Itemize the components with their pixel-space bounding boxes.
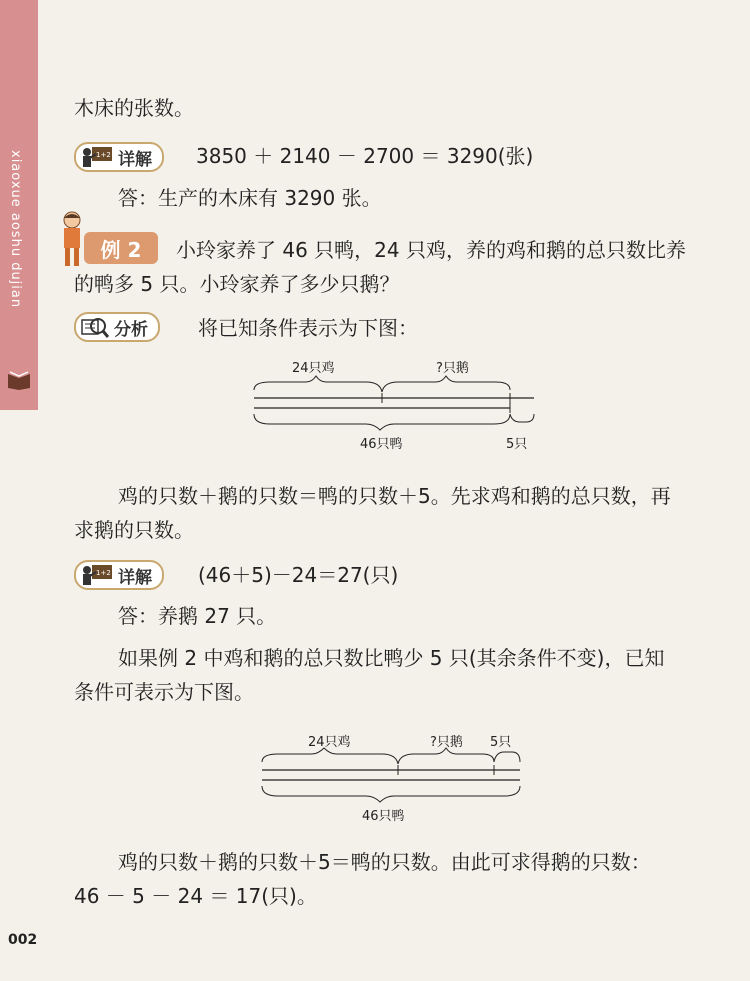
- svg-text:1+2: 1+2: [96, 569, 111, 577]
- brace-five: [494, 752, 520, 762]
- label-5: 5只: [506, 437, 528, 452]
- brace-chicken: [262, 748, 398, 764]
- brace-goose: [382, 376, 510, 392]
- svg-text:1+2: 1+2: [96, 151, 111, 159]
- explain-line-1: 鸡的只数＋鹅的只数＝鸭的只数＋5。先求鸡和鹅的总只数，再: [118, 484, 671, 508]
- answer-2: 答：养鹅 27 只。: [118, 604, 277, 628]
- fenxi-label: [74, 312, 160, 342]
- label-46-duck: 46只鸭: [360, 437, 403, 452]
- line-1: 木床的张数。: [74, 96, 194, 120]
- line-diagram-2: [250, 728, 540, 828]
- xiangjie-label-text: 详解: [118, 149, 152, 170]
- teacher-board-icon: [80, 145, 114, 169]
- final-line-2: 46 － 5 － 24 ＝ 17(只)。: [74, 884, 317, 908]
- sidebar-strip: [0, 0, 38, 410]
- xiangjie-label-1: [74, 142, 164, 172]
- label-5: 5只: [490, 735, 512, 750]
- teacher-board-icon: [80, 563, 114, 587]
- explain-line-2: 求鹅的只数。: [74, 518, 194, 542]
- problem-line-2: 的鸭多 5 只。小玲家养了多少只鹅？: [74, 272, 400, 296]
- variant-line-1: 如果例 2 中鸡和鹅的总只数比鸭少 5 只(其余条件不变)，已知: [118, 646, 665, 670]
- brace-goose: [398, 748, 494, 764]
- solution-2: (46＋5)－24＝27(只): [198, 563, 399, 587]
- label-24-chicken: 24只鸡: [292, 361, 335, 376]
- solution-1: 3850 ＋ 2140 － 2700 ＝ 3290(张): [196, 144, 534, 168]
- label-goose: ?只鹅: [430, 735, 463, 750]
- label-46-duck: 46只鸭: [362, 809, 405, 824]
- line-diagram-1: [240, 360, 550, 460]
- xiangjie-label-2: [74, 560, 164, 590]
- sidebar-series-text: xiaoxue aoshu dujian: [8, 150, 23, 309]
- label-goose: ?只鹅: [436, 361, 469, 376]
- book-icon: [6, 368, 32, 390]
- brace-five: [510, 414, 534, 422]
- brace-duck: [262, 786, 520, 802]
- label-24-chicken: 24只鸡: [308, 735, 351, 750]
- example-badge: 例 2: [84, 232, 158, 264]
- final-line-1: 鸡的只数＋鹅的只数＋5＝鸭的只数。由此可求得鹅的只数：: [118, 850, 651, 874]
- brace-chicken: [254, 376, 382, 392]
- variant-line-2: 条件可表示为下图。: [74, 680, 254, 704]
- analysis-text: 将已知条件表示为下图：: [198, 316, 418, 340]
- student-figure-icon: [58, 210, 86, 270]
- answer-1: 答：生产的木床有 3290 张。: [118, 186, 382, 210]
- problem-line-1: 小玲家养了 46 只鸭，24 只鸡，养的鸡和鹅的总只数比养: [176, 238, 686, 262]
- fenxi-label-text: 分析: [114, 319, 148, 340]
- xiangjie-label-text: 详解: [118, 567, 152, 588]
- brace-duck: [254, 414, 510, 430]
- page-number: 002: [8, 932, 38, 948]
- magnifier-book-icon: [80, 314, 110, 340]
